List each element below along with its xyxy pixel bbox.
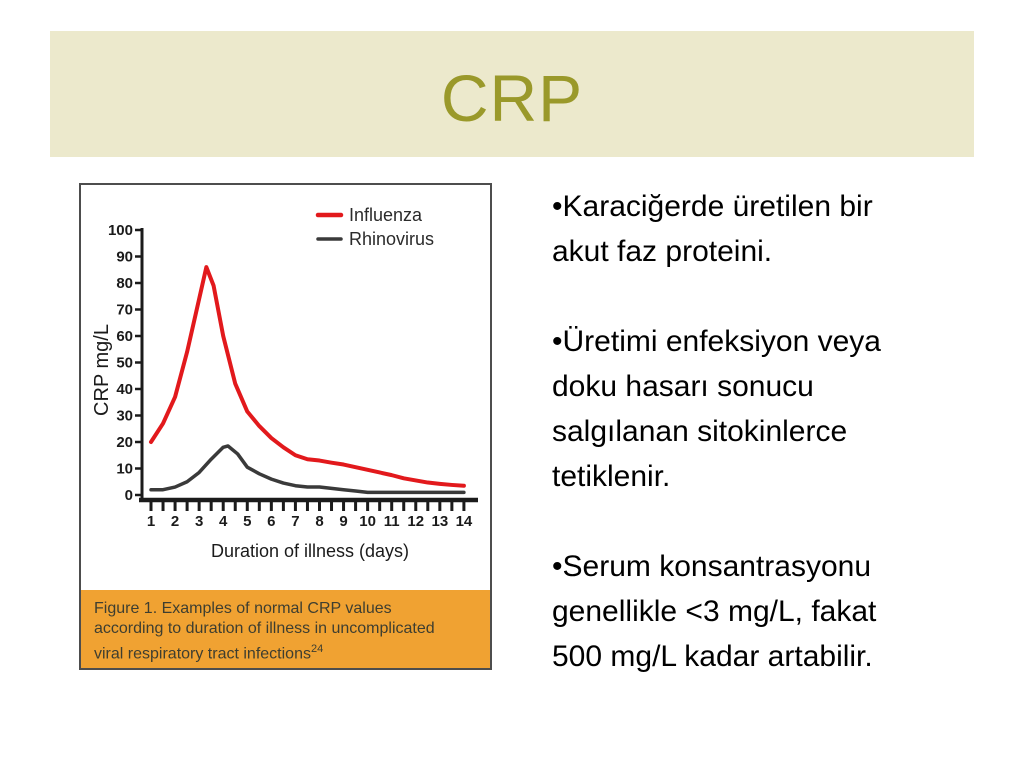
figure-panel	[79, 183, 492, 670]
x-tick-label: 13	[431, 513, 449, 530]
bullet-marker: •	[552, 190, 563, 223]
x-tick-label: 5	[243, 513, 252, 530]
bullet-line: 500 mg/L kadar artabilir.	[552, 640, 873, 673]
bullet-line: salgılanan sitokinlerce	[552, 415, 848, 448]
x-axis-title: Duration of illness (days)	[210, 541, 410, 561]
legend-label-influenza: Influenza	[349, 205, 423, 225]
x-tick-label: 3	[194, 513, 204, 530]
bullet-line: Üretimi enfeksiyon veya	[562, 325, 881, 358]
caption-reference-superscript: 24	[310, 643, 324, 655]
caption-line-2: according to duration of illness in uncomplicated	[94, 620, 435, 637]
y-tick-label: 60	[116, 328, 133, 345]
y-tick-label: 70	[116, 301, 133, 319]
x-tick-label: 12	[407, 513, 425, 530]
bullet-item	[552, 544, 984, 679]
x-tick-label: 2	[170, 513, 180, 530]
y-tick-label: 20	[116, 434, 133, 451]
caption-line-3: viral respiratory tract infections	[94, 645, 311, 663]
series-line-rhinovirus	[151, 446, 464, 492]
x-tick-label: 8	[315, 513, 324, 530]
y-tick-label: 40	[116, 381, 133, 398]
legend-label-rhinovirus: Rhinovirus	[349, 229, 435, 249]
bullet-line: genellikle <3 mg/L, fakat	[552, 595, 877, 628]
bullet-line: tetiklenir.	[552, 460, 671, 493]
x-tick-label: 7	[291, 513, 300, 530]
bullet-item	[552, 184, 984, 274]
x-tick-label: 10	[359, 513, 376, 530]
slide-title: CRP	[440, 61, 584, 135]
figure-caption	[81, 590, 490, 668]
x-tick-label: 6	[267, 513, 276, 530]
y-tick-label: 50	[116, 354, 133, 372]
caption-line-1: Figure 1. Examples of normal CRP values	[94, 600, 392, 617]
x-tick-label: 9	[339, 513, 348, 530]
bullet-list	[552, 184, 984, 724]
series-line-influenza	[151, 267, 464, 486]
bullet-line: doku hasarı sonucu	[552, 370, 814, 403]
x-tick-label: 14	[455, 513, 473, 530]
y-tick-label: 100	[107, 222, 133, 239]
bullet-line: Serum konsantrasyonu	[562, 550, 872, 583]
x-tick-label: 1	[146, 513, 156, 530]
y-tick-label: 90	[116, 248, 133, 266]
title-band	[50, 31, 974, 157]
x-tick-label: 11	[383, 513, 400, 530]
y-axis-title: CRP mg/L	[91, 324, 113, 416]
crp-chart	[81, 185, 490, 590]
bullet-line: Karaciğerde üretilen bir	[562, 190, 873, 223]
bullet-marker: •	[552, 325, 563, 358]
bullet-line: akut faz proteini.	[552, 235, 773, 268]
y-tick-label: 80	[116, 275, 133, 292]
y-tick-label: 30	[116, 407, 133, 425]
y-tick-label: 10	[116, 460, 133, 478]
y-tick-label: 0	[124, 487, 133, 504]
bullet-marker: •	[552, 550, 563, 583]
x-tick-label: 4	[219, 513, 228, 530]
bullet-item	[552, 319, 984, 499]
